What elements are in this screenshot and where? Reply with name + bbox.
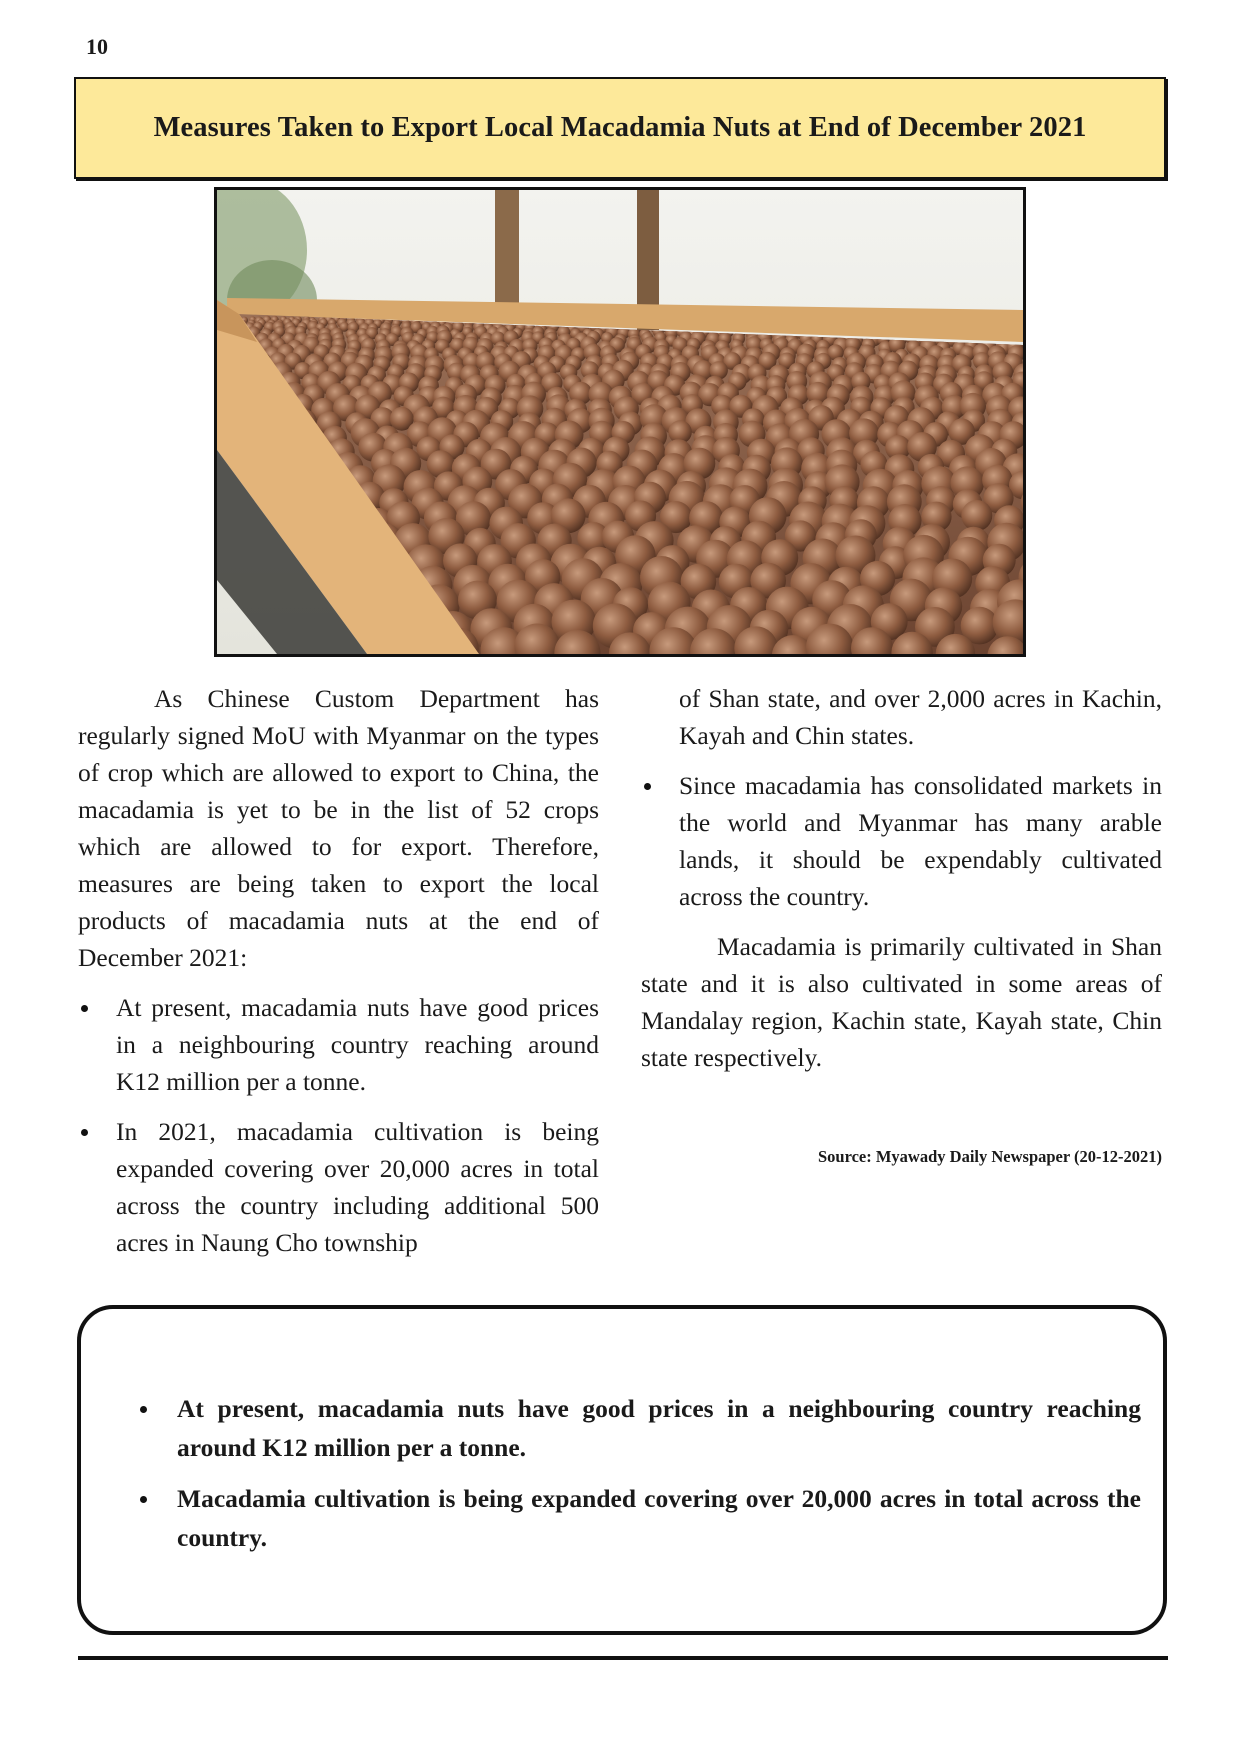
macadamia-drying-rack-image: [217, 190, 1023, 654]
intro-paragraph: As Chinese Custom Department has regularly signed MoU with Myanmar on the types of crop which are allowed to export to China, the macadamia is yet to be in the list of 52 crops which are allowed to for export. Therefore, measures are being taken to export the local products of macadamia nuts at the end of December 2021:: [78, 684, 599, 972]
bottom-rule: [78, 1656, 1168, 1660]
bullet-cultivation-continued: of Shan state, and over 2,000 acres in Kachin, Kayah and Chin states.: [679, 684, 1162, 750]
title-banner: [74, 77, 1166, 179]
summary-bullet-cultivation: Macadamia cultivation is being expanded covering over 20,000 acres in total across the country.: [139, 1479, 1141, 1557]
right-column: [641, 680, 1162, 1168]
bullet-list: [78, 989, 599, 1261]
bullet-markets: Since macadamia has consolidated markets in the world and Myanmar has many arable lands, it should be expendably cultivated across the country.: [641, 767, 1162, 915]
bullet-cultivation: In 2021, macadamia cultivation is being expanded covering over 20,000 acres in total across the country including additional 500 acres in Naung Cho township: [78, 1113, 599, 1261]
summary-bullet-prices: At present, macadamia nuts have good prices in a neighbouring country reaching around K12 million per a tonne.: [139, 1389, 1141, 1467]
summary-box: [77, 1305, 1167, 1635]
bullet-prices: At present, macadamia nuts have good prices in a neighbouring country reaching around K12 million per a tonne.: [78, 989, 599, 1100]
closing-paragraph: Macadamia is primarily cultivated in Shan state and it is also cultivated in some areas of Mandalay region, Kachin state, Kayah state, Chin state respectively.: [641, 932, 1162, 1072]
macadamia-photo: [214, 187, 1026, 657]
left-column: [78, 680, 599, 1261]
bullet-list-continued: [641, 680, 1162, 915]
page-number: 10: [86, 34, 108, 59]
summary-list: [139, 1389, 1141, 1557]
macadamia-nut: [961, 500, 992, 531]
page-title: Measures Taken to Export Local Macadamia Nuts at End of December 2021: [153, 112, 1087, 143]
source-citation: Source: Myawady Daily Newspaper (20-12-2021): [817, 1147, 1162, 1166]
